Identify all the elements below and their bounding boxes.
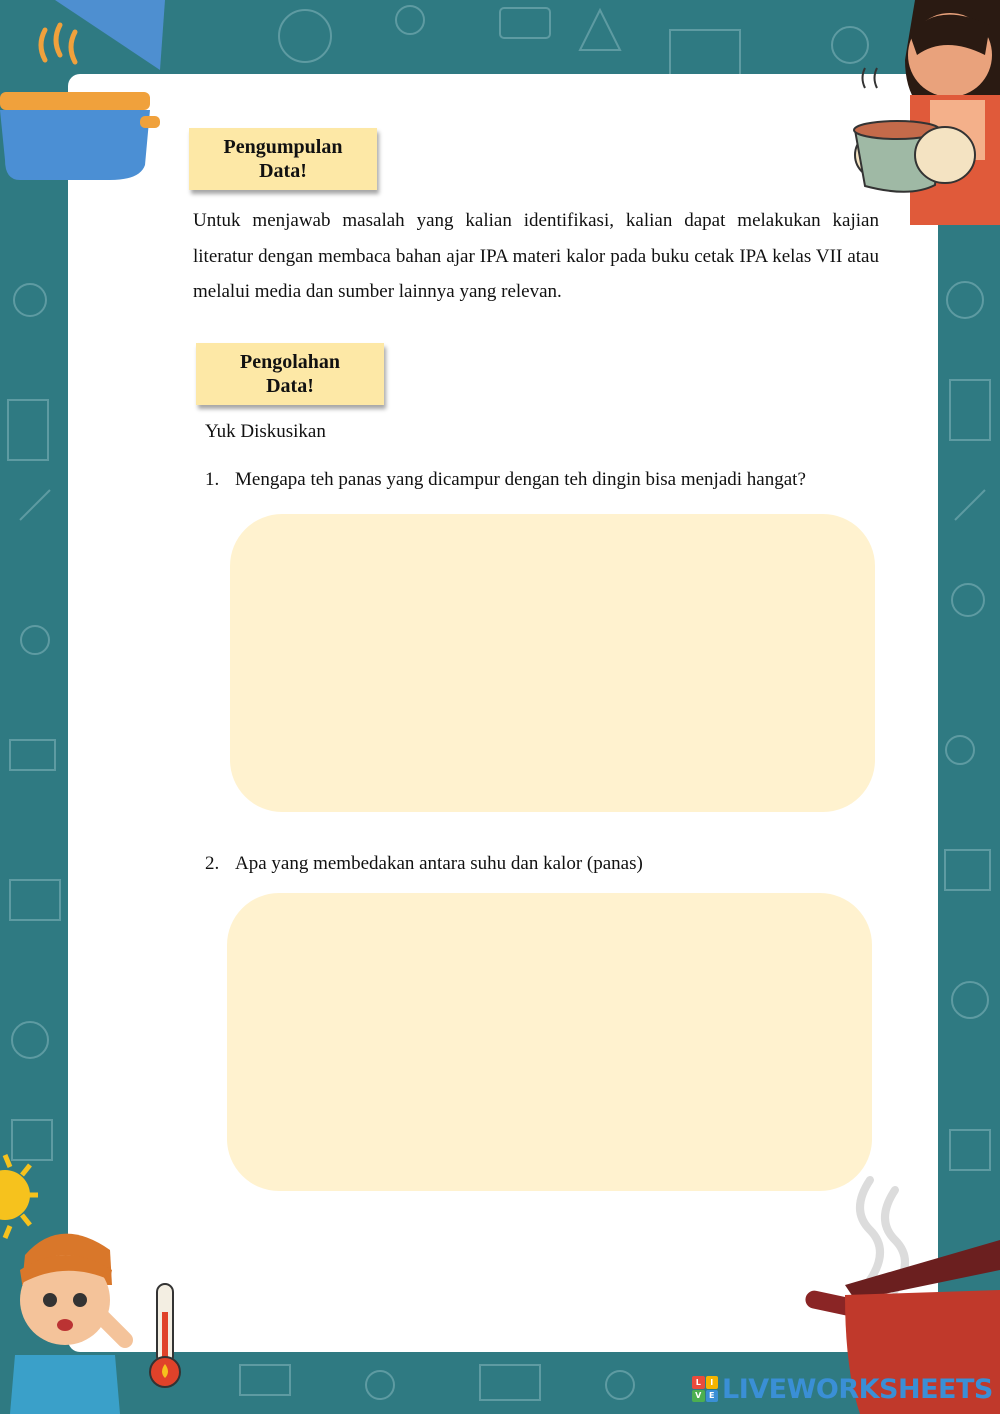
question-number: 1.	[205, 469, 220, 490]
logo-letter: V	[692, 1390, 705, 1403]
logo-letter: E	[706, 1390, 719, 1403]
pot-icon	[0, 0, 170, 190]
discussion-title: Yuk Diskusikan	[205, 421, 326, 442]
girl-with-cup-icon	[825, 0, 1000, 225]
question-1	[205, 469, 806, 491]
question-2	[205, 853, 643, 875]
question-text: Apa yang membedakan antara suhu dan kalor (panas)	[235, 853, 643, 874]
question-number: 2.	[205, 853, 220, 874]
thermometer-icon	[145, 1282, 185, 1392]
question-text: Mengapa teh panas yang dicampur dengan teh dingin bisa menjadi hangat?	[235, 469, 806, 490]
answer-box-1[interactable]	[230, 514, 875, 812]
collection-label: Pengumpulan Data!	[189, 128, 377, 190]
logo-letter: I	[706, 1376, 719, 1389]
liveworksheets-wordmark: LIVEWORKSHEETS	[722, 1373, 993, 1405]
logo-letter: L	[692, 1376, 705, 1389]
sweating-boy-icon	[0, 1225, 140, 1414]
answer-box-2[interactable]	[227, 893, 872, 1191]
liveworksheets-brand[interactable]	[692, 1374, 993, 1404]
liveworksheets-logo	[692, 1376, 718, 1402]
collection-text: Untuk menjawab masalah yang kalian identifikasi, kalian dapat melakukan kajian literatur dengan membaca bahan ajar IPA materi kalor pada buku cetak IPA kelas VII atau melalui media dan sumber lainnya yang relevan.	[193, 210, 879, 302]
processing-label: Pengolahan Data!	[196, 343, 384, 405]
